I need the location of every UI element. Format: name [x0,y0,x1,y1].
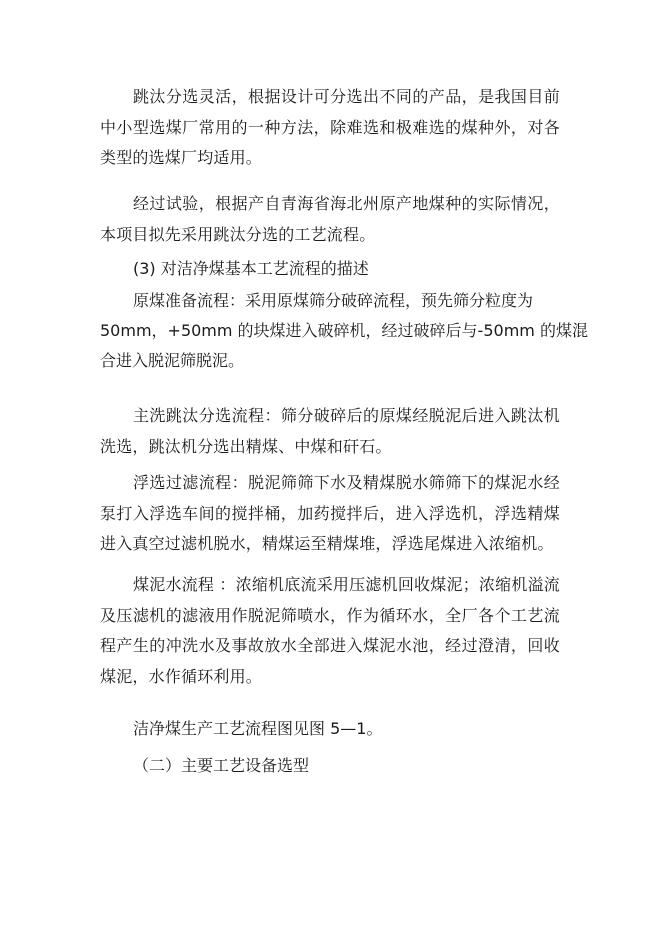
paragraph-main-jig-flow: 主洗跳汰分选流程：筛分破碎后的原煤经脱泥后进入跳汰机洗选，跳汰机分选出精煤、中煤和矸石。 [100,406,560,456]
paragraph-raw-coal-line-3: 合进入脱泥筛脱泥。 [100,351,245,370]
paragraph-flotation-filter-flow: 浮选过滤流程：脱泥筛筛下水及精煤脱水筛筛下的煤泥水经泵打入浮选车间的搅拌桶，加药搅拌后，进入浮选机，浮选精煤进入真空过滤机脱水，精煤运至精煤堆，浮选尾煤进入浓缩机。 [100,473,560,553]
paragraph-raw-coal-line-1: 原煤准备流程：采用原煤筛分破碎流程，预先筛分粒度为 [133,291,534,310]
paragraph-raw-coal-line-2: 50mm，+50mm 的块煤进入破碎机，经过破碎后与-50mm 的煤混 [100,321,588,340]
paragraph-flow-chart-reference: 洁净煤生产工艺流程图见图 5—1。 [133,719,383,738]
paragraph-test-results: 经过试验，根据产自青海省海北州原产地煤种的实际情况，本项目拟先采用跳汰分选的工艺流程。 [100,194,560,244]
section-heading-process-description: (3) 对洁净煤基本工艺流程的描述 [133,259,369,278]
section-heading-equipment-selection: （二）主要工艺设备选型 [133,756,310,775]
paragraph-slime-water-flow: 煤泥水流程 ：浓缩机底流采用压滤机回收煤泥；浓缩机溢流及压滤机的滤液用作脱泥筛喷水，作为循环水，全厂各个工艺流程产生的冲洗水及事故放水全部进入煤泥水池，经过澄清，回收煤泥，水作循环利用。 [100,575,560,686]
paragraph-jig-separation: 跳汰分选灵活，根据设计可分选出不同的产品，是我国目前中小型选煤厂常用的一种方法，除难选和极难选的煤种外，对各类型的选煤厂均适用。 [100,87,560,167]
